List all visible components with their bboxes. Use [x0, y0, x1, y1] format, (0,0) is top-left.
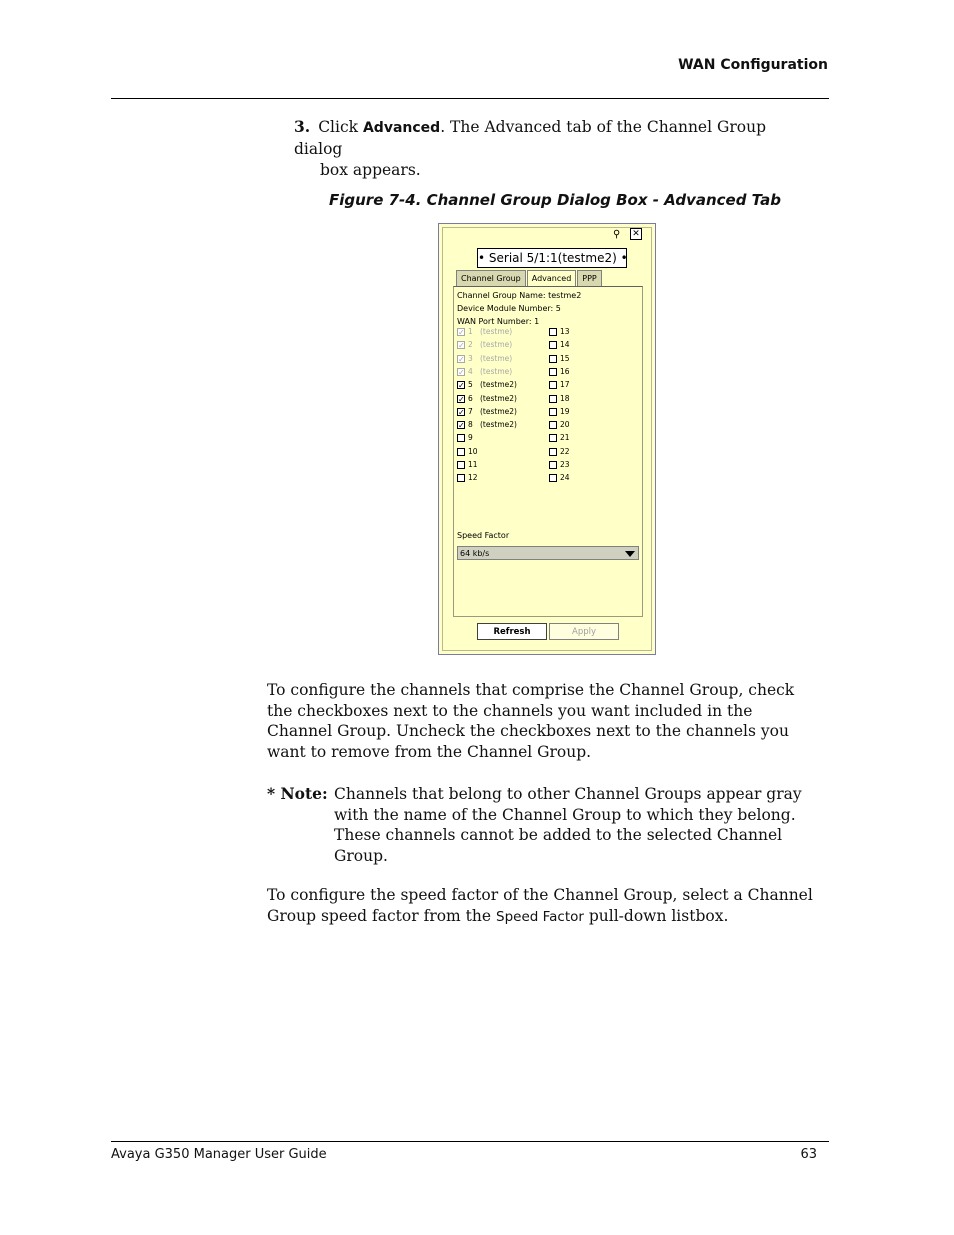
para2-before: To configure the speed factor of the Channel Group, select a Channel Group speed factor from the	[267, 886, 813, 925]
paragraph-configure-channels: To configure the channels that comprise the Channel Group, check the checkboxes next to the channels you want included in the Channel Group. Uncheck the checkboxes next to the channels you want to remove from the Channel Group.	[267, 681, 795, 761]
footer-rule	[111, 1141, 829, 1142]
channel-owner: (testme)	[480, 353, 513, 363]
channel-number: 3	[468, 353, 473, 363]
checkbox-box	[457, 474, 465, 482]
tab-advanced[interactable]: Advanced	[527, 270, 577, 287]
channel-owner: (testme)	[480, 366, 513, 376]
checkbox-box: ✓	[458, 394, 465, 404]
channel-number: 13	[560, 327, 570, 336]
footer-page-number: 63	[800, 1147, 817, 1162]
channel-19-checkbox[interactable]	[549, 407, 570, 417]
checkbox-box: ✓	[458, 407, 465, 417]
channel-owner: (testme2)	[480, 393, 517, 403]
close-icon[interactable]: ✕	[630, 228, 642, 240]
channel-number: 15	[560, 353, 570, 363]
dialog-title-box: • Serial 5/1:1(testme2) •	[477, 248, 627, 268]
checkbox-box	[549, 341, 557, 349]
checkbox-box	[457, 434, 465, 442]
channel-20-checkbox[interactable]	[549, 420, 570, 430]
channel-11-checkbox[interactable]	[457, 460, 480, 470]
speed-factor-label: Speed Factor	[457, 531, 510, 540]
step-3	[294, 116, 814, 181]
channel-number: 16	[560, 366, 570, 376]
note-label: * Note:	[267, 784, 328, 803]
checkbox-box: ✓	[458, 381, 465, 391]
wan-port-number: WAN Port Number: 1	[457, 317, 540, 326]
pin-icon[interactable]: ⚲	[613, 229, 621, 240]
channel-number: 7	[468, 406, 473, 416]
checkbox-box: ✓	[458, 328, 465, 337]
checkbox-box	[457, 461, 465, 469]
checkbox-box	[549, 448, 557, 456]
channel-group-name: Channel Group Name: testme2	[457, 291, 582, 300]
checkbox-box	[549, 328, 557, 336]
channel-12-checkbox[interactable]	[457, 473, 480, 483]
step-text-before: Click	[318, 118, 363, 136]
step-text-cont: box appears.	[320, 161, 421, 179]
channel-8-checkbox[interactable]	[457, 420, 517, 430]
channel-number: 10	[468, 446, 478, 456]
channel-number: 21	[560, 433, 570, 443]
channel-16-checkbox[interactable]	[549, 367, 570, 377]
checkbox-box: ✓	[458, 367, 465, 377]
channel-22-checkbox[interactable]	[549, 447, 570, 457]
channel-owner: (testme2)	[480, 420, 517, 430]
channel-3-checkbox	[457, 354, 512, 364]
header-title: WAN Configuration	[678, 57, 828, 73]
channel-number: 1	[468, 327, 473, 336]
tab-channel-group[interactable]: Channel Group	[456, 270, 526, 286]
checkbox-box	[457, 448, 465, 456]
step-text-after: . The Advanced tab of the Channel Group dialog	[294, 118, 767, 158]
channel-9-checkbox[interactable]	[457, 433, 480, 443]
channel-number: 5	[468, 380, 473, 390]
apply-button[interactable]: Apply	[549, 623, 619, 640]
channel-14-checkbox[interactable]	[549, 340, 570, 350]
tab-ppp[interactable]: PPP	[577, 270, 601, 286]
para2-after: pull-down listbox.	[583, 906, 729, 925]
checkbox-box	[549, 421, 557, 429]
channel-number: 8	[468, 420, 473, 430]
channel-number: 4	[468, 366, 473, 376]
note-block	[267, 784, 822, 866]
checkbox-box	[549, 381, 557, 389]
advanced-panel	[453, 286, 643, 617]
channel-number: 2	[468, 340, 473, 350]
channel-2-checkbox	[457, 340, 512, 350]
channel-10-checkbox[interactable]	[457, 447, 480, 457]
channel-15-checkbox[interactable]	[549, 354, 570, 364]
note-text: Channels that belong to other Channel Groups appear gray with the name of the Channel Group to which they belong. These channels cannot be added to the selected Channel Group.	[334, 785, 802, 865]
step-bold-advanced: Advanced	[362, 120, 441, 136]
checkbox-box	[549, 434, 557, 442]
footer-guide-title: Avaya G350 Manager User Guide	[111, 1147, 327, 1162]
channel-21-checkbox[interactable]	[549, 433, 570, 443]
channel-number: 11	[468, 460, 478, 469]
channel-number: 6	[468, 393, 473, 403]
channel-owner: (testme)	[480, 340, 513, 350]
channel-number: 22	[560, 446, 570, 456]
speed-factor-value: 64 kb/s	[460, 549, 490, 558]
channel-23-checkbox[interactable]	[549, 460, 570, 470]
checkbox-box	[549, 474, 557, 482]
checkbox-box	[549, 461, 557, 469]
chevron-down-icon	[625, 551, 635, 557]
para2-field-name: Speed Factor	[496, 908, 584, 925]
channel-17-checkbox[interactable]	[549, 380, 570, 390]
paragraph-speed-factor	[267, 885, 822, 927]
channel-number: 9	[468, 433, 473, 443]
header-rule	[111, 98, 829, 99]
checkbox-box	[549, 395, 557, 403]
channel-number: 12	[468, 473, 478, 483]
channel-group-dialog	[438, 223, 656, 655]
tab-bar	[456, 270, 603, 286]
step-number: 3.	[294, 117, 311, 136]
channel-number: 20	[560, 420, 570, 430]
checkbox-box	[549, 408, 557, 416]
channel-13-checkbox[interactable]	[549, 327, 570, 337]
channel-7-checkbox[interactable]	[457, 407, 517, 417]
channel-number: 17	[560, 380, 570, 390]
channel-number: 19	[560, 406, 570, 416]
checkbox-box: ✓	[458, 341, 465, 351]
checkbox-box	[549, 355, 557, 363]
checkbox-box: ✓	[458, 421, 465, 431]
refresh-button[interactable]: Refresh	[477, 623, 547, 640]
channel-number: 23	[560, 460, 570, 469]
channel-24-checkbox[interactable]	[549, 473, 570, 483]
speed-factor-select[interactable]	[457, 546, 639, 560]
channel-5-checkbox[interactable]	[457, 380, 517, 390]
channel-owner: (testme2)	[480, 406, 517, 416]
channel-6-checkbox[interactable]	[457, 394, 517, 404]
figure-caption: Figure 7-4. Channel Group Dialog Box - Advanced Tab	[329, 191, 781, 209]
channel-owner: (testme)	[480, 327, 513, 336]
device-module-number: Device Module Number: 5	[457, 304, 561, 313]
channel-number: 18	[560, 393, 570, 403]
channel-owner: (testme2)	[480, 380, 517, 390]
channel-number: 24	[560, 473, 570, 483]
channel-4-checkbox	[457, 367, 512, 377]
channel-1-checkbox	[457, 327, 512, 337]
checkbox-box	[549, 368, 557, 376]
channel-number: 14	[560, 340, 570, 350]
checkbox-box: ✓	[458, 354, 465, 364]
channel-18-checkbox[interactable]	[549, 394, 570, 404]
